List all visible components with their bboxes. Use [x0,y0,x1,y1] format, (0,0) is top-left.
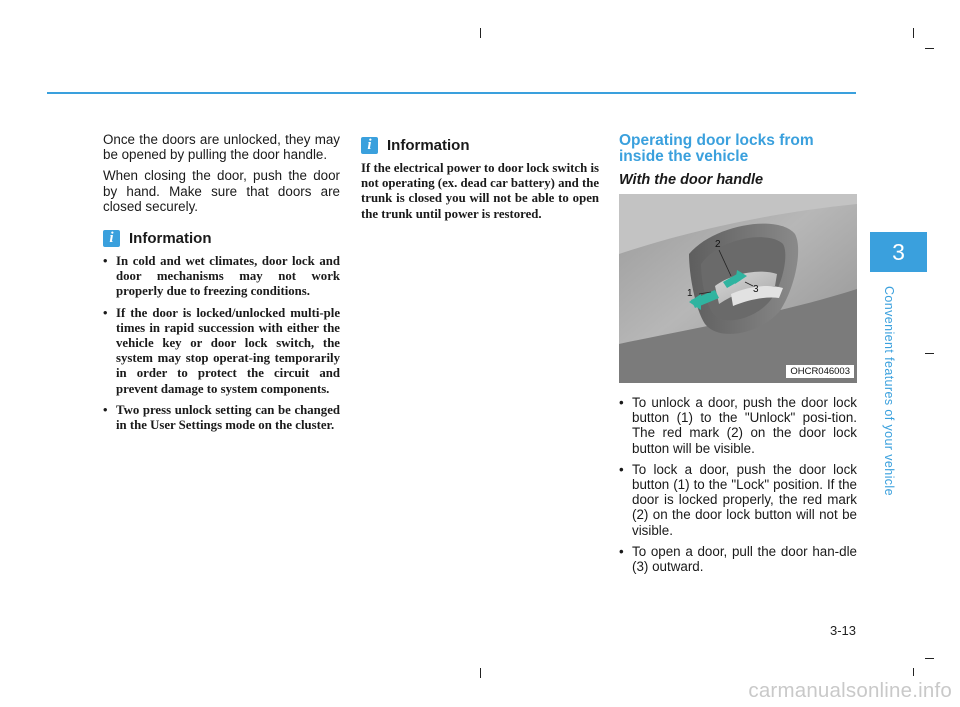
callout-1: 1 [687,288,693,299]
info-icon: i [103,230,120,247]
figure-code: OHCR046003 [786,365,854,378]
page-number: 3-13 [829,623,856,638]
callout-3: 3 [753,284,759,295]
column-right [619,132,857,580]
watermark: carmanualsonline.info [748,679,952,702]
list-item: • In cold and wet climates, door lock and door mechanisms may not work properly due to freezing conditions. [103,254,340,300]
chapter-title: Convenient features of your vehicle [882,286,896,496]
crop-mark [480,668,481,678]
column-left [103,132,340,439]
crop-mark [480,28,481,38]
crop-mark [913,28,914,38]
column-middle [361,132,599,222]
callout-2: 2 [715,239,721,250]
section-title: Operating door locks from inside the vehicle [619,132,814,165]
chapter-tab: 3 [870,232,927,272]
header-rule [47,92,856,94]
list-item: • To unlock a door, push the door lock button (1) to the "Unlock" posi-tion. The red mark (2) on the door lock button will be visible. [619,395,857,456]
crop-mark [925,353,934,354]
subsection-title: With the door handle [619,172,764,188]
paragraph-doors-unlocked: Once the doors are unlocked, they may be opened by pulling the door handle. [103,132,340,163]
information-header [103,230,340,247]
door-lock-instructions [619,395,857,574]
door-handle-illustration [619,194,857,383]
paragraph-closing-door: When closing the door, push the door by hand. Make sure that doors are closed securely. [103,168,340,214]
crop-mark [913,668,914,676]
list-item: • If the door is locked/unlocked multi-ple times in rapid succession with either the vehicle key or door lock switch, the system may stop operat-ing temporarily in order to protect the circuit and prevent damage to system components. [103,306,340,397]
list-item: • Two press unlock setting can be changed in the User Settings mode on the cluster. [103,403,340,433]
door-handle-figure [619,194,857,383]
information-header [361,137,599,154]
information-title: Information [387,137,470,154]
crop-mark [925,658,934,659]
information-list [103,254,340,433]
information-title: Information [129,230,212,248]
information-body: If the electrical power to door lock switch is not operating (ex. dead car battery) and the trunk is closed you will not be able to open the trunk until power is restored. [361,161,599,221]
list-item: • To lock a door, push the door lock button (1) to the "Lock" position. If the door is locked properly, the red mark (2) on the door lock button will not be visible. [619,462,857,538]
crop-mark [925,48,934,49]
list-item: • To open a door, pull the door han-dle (3) outward. [619,544,857,574]
info-icon: i [361,137,378,154]
